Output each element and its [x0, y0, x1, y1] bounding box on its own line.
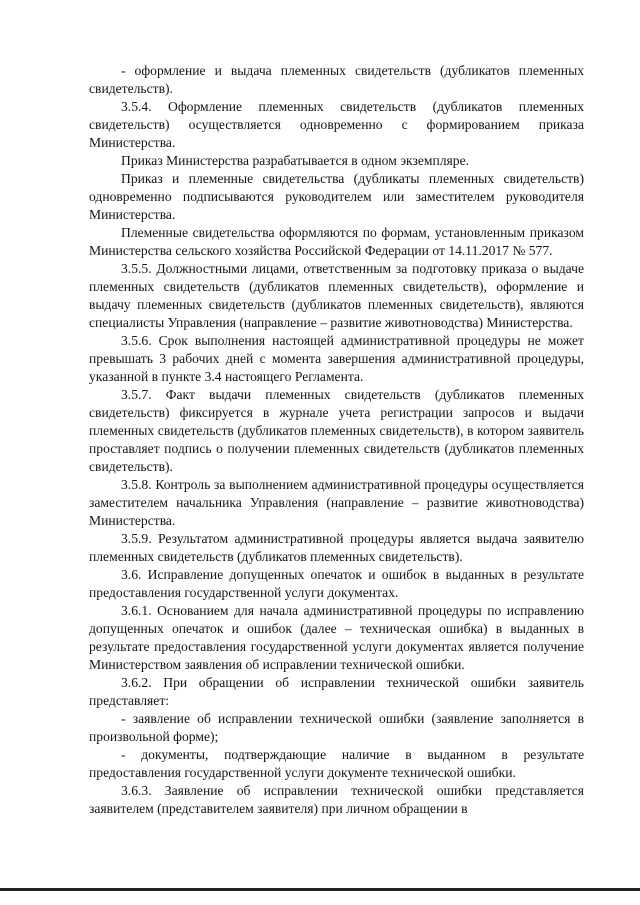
document-page: [89, 62, 584, 818]
paragraph-3-5-8: 3.5.8. Контроль за выполнением административной процедуры осуществляется заместителем начальника Управления (направление – развитие животноводства) Министерства.: [89, 477, 584, 528]
paragraph-documents-item: - документы, подтверждающие наличие в выданном в результате предоставления государственной услуги документе технической ошибки.: [89, 747, 584, 780]
paragraph-3-6-3: 3.6.3. Заявление об исправлении технической ошибки представляется заявителем (представителем заявителя) при личном обращении в: [89, 783, 584, 816]
paragraph-3-5-9: 3.5.9. Результатом административной процедуры является выдача заявителю племенных свидетельств (дубликатов племенных свидетельств).: [89, 531, 584, 564]
paragraph-order-signing: Приказ и племенные свидетельства (дубликаты племенных свидетельств) одновременно подписываются руководителем или заместителем руководителя Министерства.: [89, 171, 584, 222]
paragraph-order-one-copy: Приказ Министерства разрабатывается в одном экземпляре.: [121, 153, 470, 168]
paragraph-3-5-6: 3.5.6. Срок выполнения настоящей административной процедуры не может превышать 3 рабочих дней с момента завершения административной процедуры, указанной в пункте 3.4 настоящего Регламента.: [89, 333, 584, 384]
paragraph-3-5-5: 3.5.5. Должностными лицами, ответственным за подготовку приказа о выдаче племенных свидетельств (дубликатов племенных свидетельств), оформление и выдачу племенных свидетельств (дубликатов племенных свидетельств), являются специалисты Управления (направление – развитие животноводства) Министерства.: [89, 261, 584, 330]
paragraph-application-item: - заявление об исправлении технической ошибки (заявление заполняется в произвольной форме);: [89, 711, 584, 744]
paragraph-3-6: 3.6. Исправление допущенных опечаток и ошибок в выданных в результате предоставления государственной услуги документах.: [89, 567, 584, 600]
paragraph-certificate-forms: Племенные свидетельства оформляются по формам, установленным приказом Министерства сельского хозяйства Российской Федерации от 14.11.2017 № 577.: [89, 225, 584, 258]
paragraph-issuance-item: - оформление и выдача племенных свидетельств (дубликатов племенных свидетельств).: [89, 63, 584, 96]
paragraph-3-6-1: 3.6.1. Основанием для начала административной процедуры по исправлению допущенных опечаток и ошибок (далее – техническая ошибка) в выданных в результате предоставления государственной услуги документах является получение Министерством заявления об исправлении технической ошибки.: [89, 603, 584, 672]
bottom-scan-edge-line: [0, 888, 640, 891]
paragraph-3-5-4: 3.5.4. Оформление племенных свидетельств (дубликатов племенных свидетельств) осуществляется одновременно с формированием приказа Министерства.: [89, 99, 584, 150]
paragraph-3-5-7: 3.5.7. Факт выдачи племенных свидетельств (дубликатов племенных свидетельств) фиксируется в журнале учета регистрации запросов и выдачи племенных свидетельств (дубликатов племенных свидетельств), в котором заявитель проставляет подпись о получении племенных свидетельств (дубликатов племенных свидетельств).: [89, 387, 584, 474]
paragraph-3-6-2: 3.6.2. При обращении об исправлении технической ошибки заявитель представляет:: [89, 675, 584, 708]
